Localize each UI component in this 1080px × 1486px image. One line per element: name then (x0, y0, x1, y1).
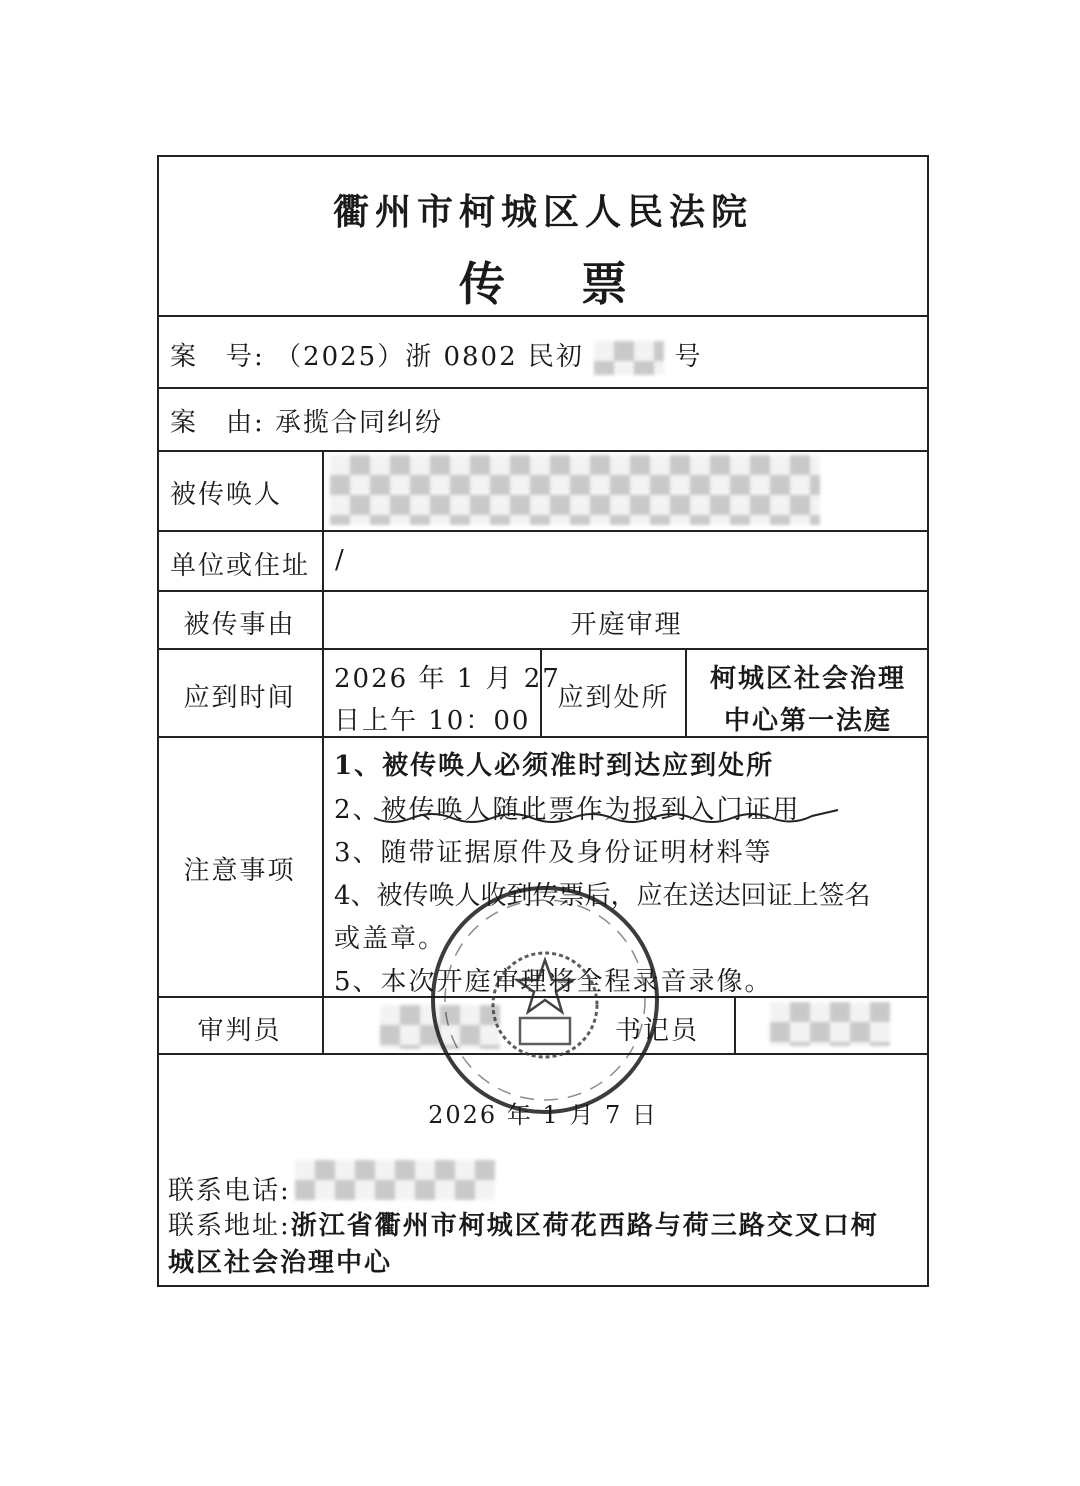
issue-date: 2026 年 1 月 7 日 (428, 1101, 658, 1129)
document-title: 传 票 (458, 257, 627, 311)
note-item: 2、被传唤人随此票作为报到入门证用 (334, 795, 801, 825)
note-item: 5、本次开庭审理将全程录音录像。 (334, 967, 773, 997)
contact-address-line2: 城区社会治理中心 (168, 1248, 393, 1278)
address-text: 浙江省衢州市柯城区荷花西路与荷三路交叉口柯 (290, 1211, 879, 1241)
divider (157, 315, 929, 317)
phone-label: 联系电话: (168, 1176, 291, 1206)
address-value: / (335, 545, 346, 575)
redacted-judge-name (380, 1005, 500, 1049)
reason-value: 开庭审理 (570, 610, 683, 640)
address-label: 单位或住址 (170, 551, 311, 581)
divider (322, 450, 324, 1053)
note-item: 1、被传唤人必须准时到达应到处所 (334, 751, 775, 781)
divider (157, 590, 929, 592)
divider (157, 530, 929, 532)
note-item: 3、随带证据原件及身份证明材料等 (334, 838, 773, 868)
notes-label: 注意事项 (183, 856, 296, 886)
cause-row (170, 402, 443, 439)
case-no-row (170, 336, 702, 375)
case-no-label: 案 号: (170, 342, 265, 372)
note-item: 或盖章。 (334, 924, 447, 954)
address-label: 联系地址: (168, 1211, 291, 1241)
time-value-line1: 2026 年 1 月 27 (334, 664, 561, 694)
divider (157, 648, 929, 650)
redacted-phone (295, 1160, 495, 1200)
place-line1: 柯城区社会治理 (709, 664, 906, 694)
judge-label: 审判员 (197, 1016, 282, 1046)
contact-address-line1 (168, 1205, 879, 1242)
redacted-clerk-name (770, 1002, 890, 1046)
handwritten-underline (372, 806, 842, 828)
place-label: 应到处所 (557, 683, 670, 713)
case-no-prefix: （2025）浙 0802 民初 (275, 342, 584, 372)
cause-value: 承揽合同纠纷 (275, 408, 444, 438)
divider (734, 996, 736, 1053)
cause-label: 案 由: (170, 408, 265, 438)
court-name: 衢州市柯城区人民法院 (332, 191, 753, 233)
time-label: 应到时间 (183, 683, 296, 713)
divider (157, 387, 929, 389)
redacted-summoned-party (330, 455, 820, 525)
redacted-case-number (594, 341, 664, 375)
divider (157, 450, 929, 452)
case-no-suffix: 号 (674, 342, 703, 372)
divider (157, 1053, 929, 1055)
place-line2: 中心第一法庭 (723, 706, 892, 736)
time-value-line2: 日上午 10：00 (334, 706, 531, 736)
clerk-label: 书记员 (615, 1016, 700, 1046)
reason-label: 被传事由 (183, 610, 296, 640)
note-item: 4、被传唤人收到传票后，应在送达回证上签名 (334, 881, 871, 911)
summoned-label: 被传唤人 (170, 480, 283, 510)
